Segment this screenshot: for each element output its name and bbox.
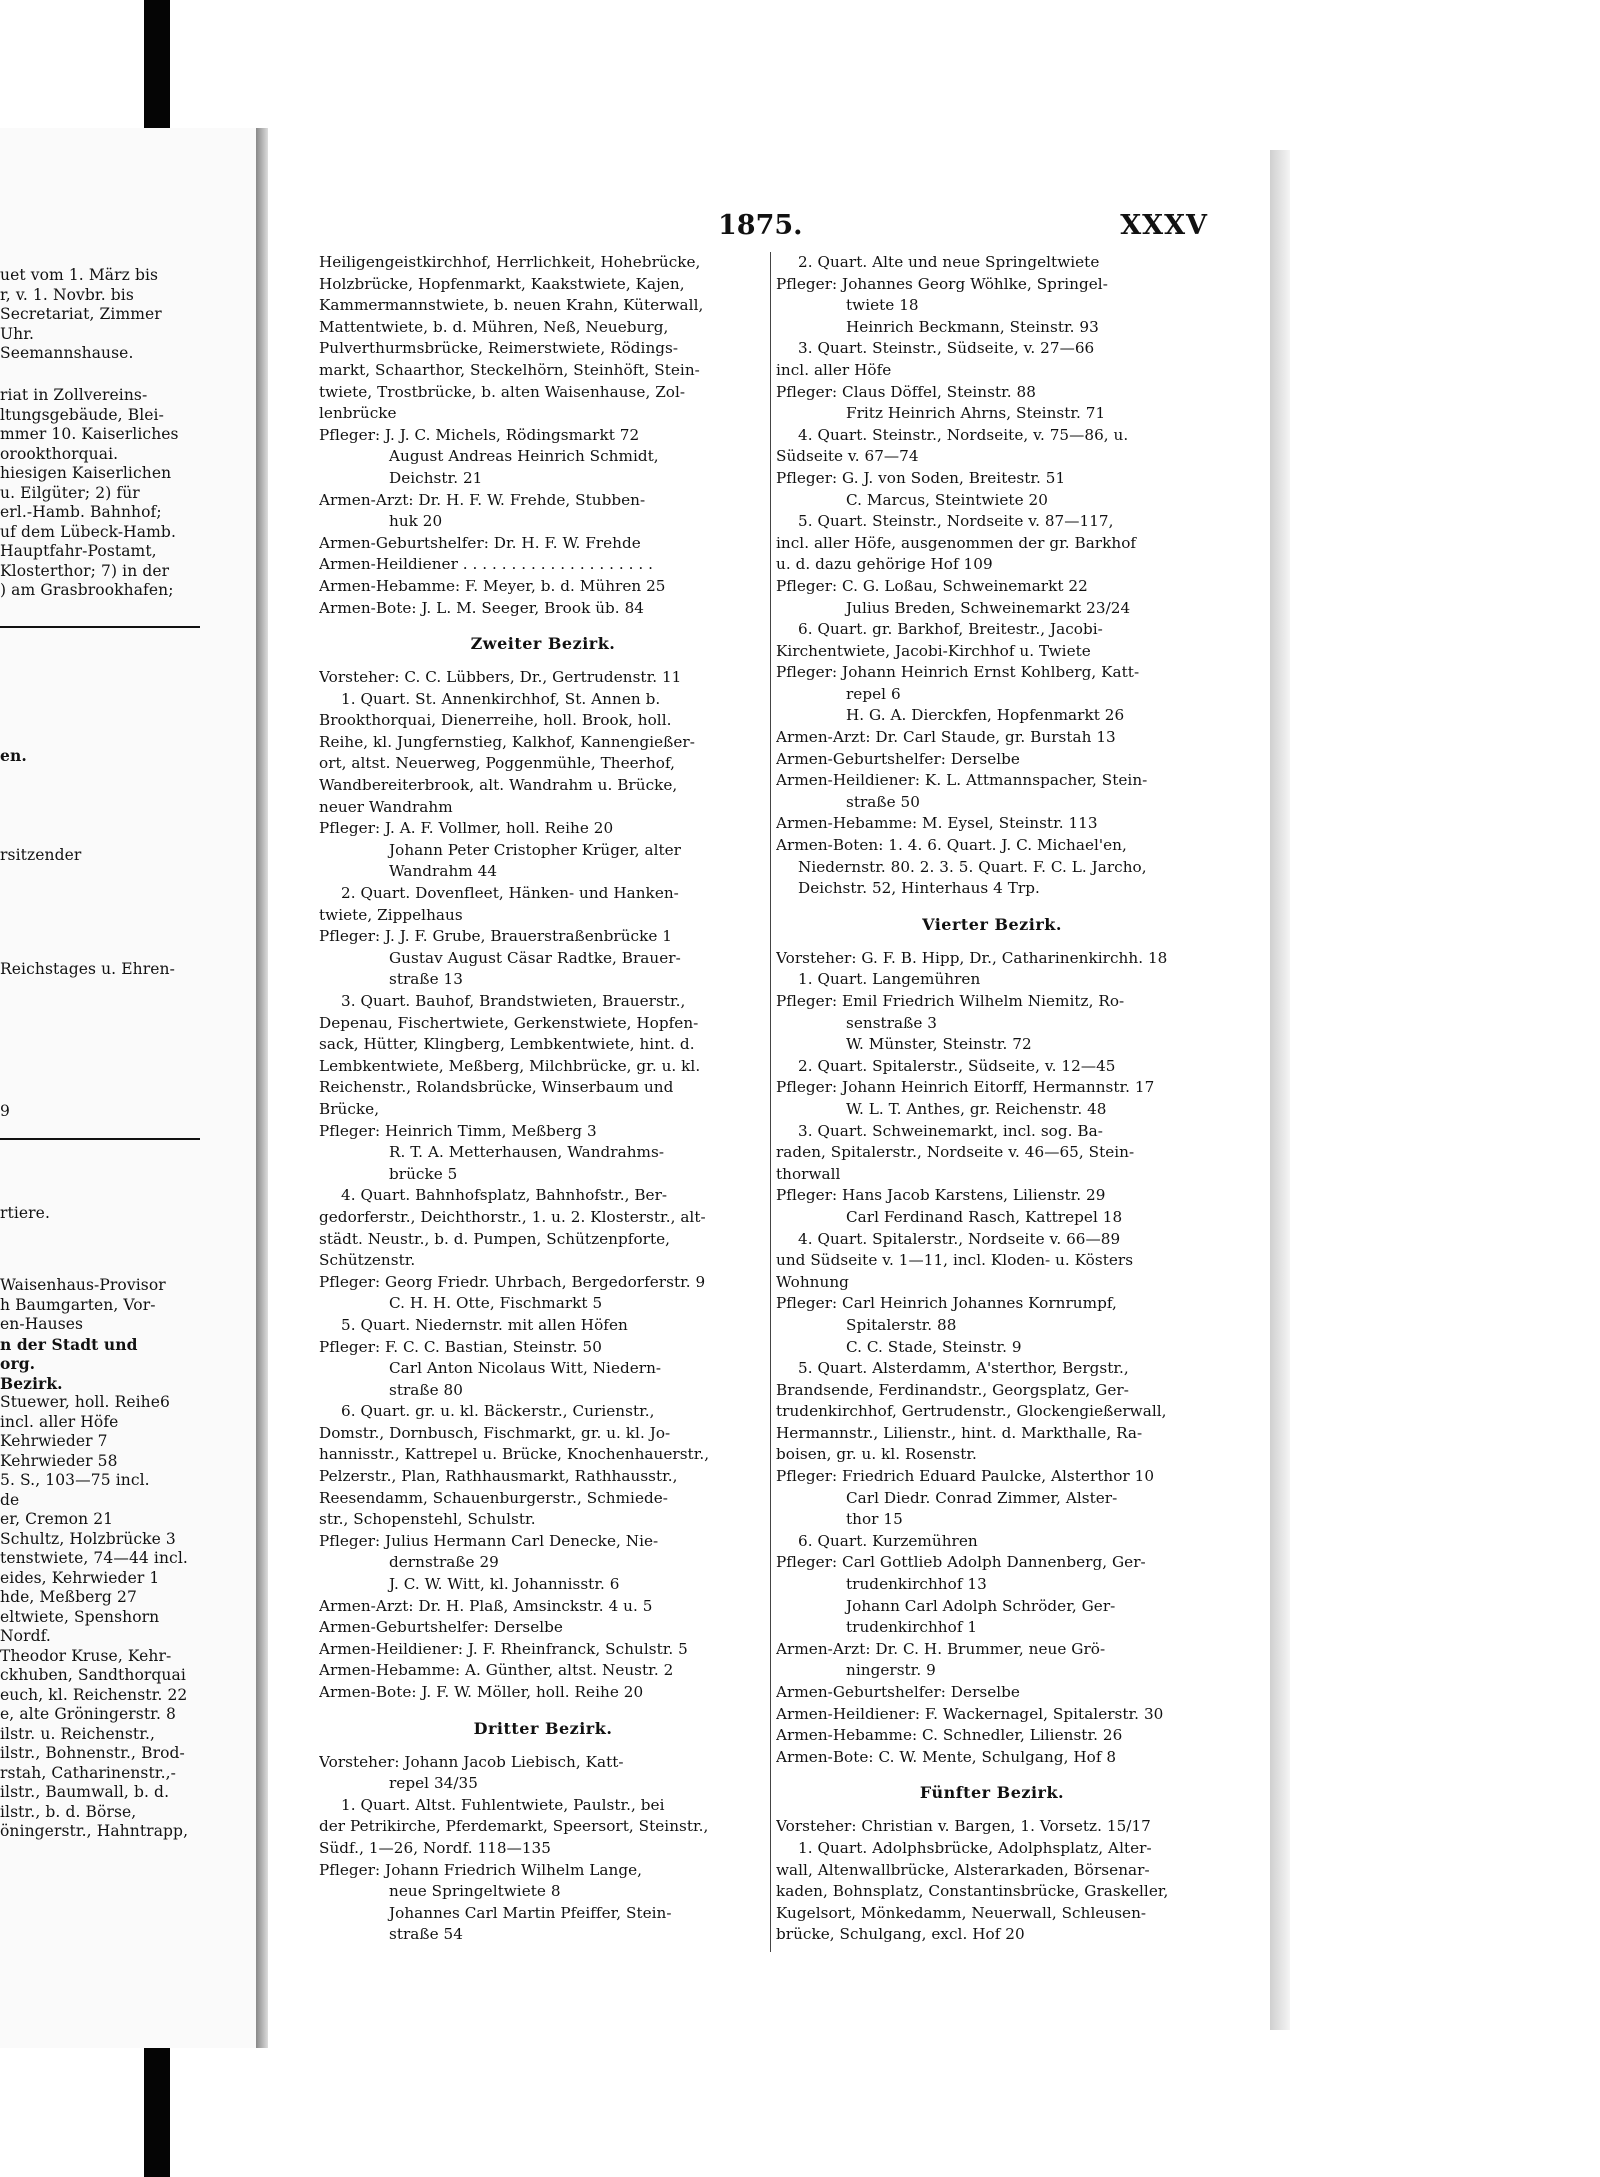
left-fragment-block-4 [0, 846, 81, 866]
left-fragment-line: ckhuben, Sandthorquai [0, 1666, 186, 1684]
text-line: senstraße 3 [846, 1013, 937, 1032]
left-fragment-line: Reichstages u. Ehren- [0, 960, 175, 978]
text-line: hannisstr., Kattrepel u. Brücke, Knochenhauerstr., [319, 1445, 710, 1464]
text-line: Domstr., Dornbusch, Fischmarkt, gr. u. kl. Jo- [319, 1423, 671, 1442]
text-line: C. Marcus, Steintwiete 20 [846, 490, 1048, 509]
text-line: Schützenstr. [319, 1251, 416, 1270]
text-line: Pfleger: Johann Heinrich Eitorff, Hermannstr. 17 [776, 1078, 1155, 1097]
left-fragment-line: ilstr., b. d. Börse, [0, 1802, 137, 1821]
text-line: Mattentwiete, b. d. Mühren, Neß, Neueburg, [319, 317, 669, 336]
left-fragment-line: eides, Kehrwieder 1 [0, 1568, 160, 1587]
left-fragment-line: ) am Grasbrookhafen; [0, 581, 174, 599]
text-line: Pfleger: G. J. von Soden, Breitestr. 51 [776, 468, 1066, 487]
text-line: Kugelsort, Mönkedamm, Neuerwall, Schleusen- [776, 1903, 1147, 1922]
text-line: Kirchentwiete, Jacobi-Kirchhof u. Twiete [776, 641, 1091, 660]
text-line: Reesendamm, Schauenburgerstr., Schmiede- [319, 1488, 668, 1507]
text-line: straße 13 [389, 970, 463, 989]
text-line: Pfleger: Friedrich Eduard Paulcke, Alsterthor 10 [776, 1467, 1155, 1486]
text-line: 2. Quart. Dovenfleet, Hänken- und Hanken- [341, 884, 679, 903]
left-fragment-line: ilstr., Bohnenstr., Brod- [0, 1744, 185, 1762]
text-line: ningerstr. 9 [846, 1661, 936, 1680]
text-line: Johannes Carl Martin Pfeiffer, Stein- [389, 1903, 672, 1922]
left-fragment-block-7 [0, 1204, 50, 1224]
text-line: J. C. W. Witt, kl. Johannisstr. 6 [389, 1575, 620, 1594]
text-line: Armen-Bote: J. F. W. Möller, holl. Reihe 20 [319, 1683, 644, 1701]
text-line: Brücke, [319, 1099, 380, 1118]
text-line: Pfleger: Carl Gottlieb Adolph Dannenberg, Ger- [776, 1553, 1146, 1572]
text-line: Vorsteher: C. C. Lübbers, Dr., Gertrudenstr. 11 [319, 668, 682, 687]
text-line: Armen-Bote: J. L. M. Seeger, Brook üb. 84 [319, 598, 644, 617]
left-fragment-line: en. [0, 746, 27, 765]
left-fragment-block-2 [0, 386, 179, 601]
text-line: 5. Quart. Steinstr., Nordseite v. 87—117, [798, 512, 1114, 531]
text-line: lenbrücke [319, 404, 397, 423]
left-fragment-line: Secretariat, Zimmer [0, 305, 162, 323]
text-line: u. d. dazu gehörige Hof 109 [776, 555, 993, 574]
text-line: 4. Quart. Bahnhofsplatz, Bahnhofstr., Ber- [341, 1186, 668, 1205]
text-line: Depenau, Fischertwiete, Gerkenstwiete, Hopfen- [319, 1013, 699, 1032]
text-line: Pfleger: J. A. F. Vollmer, holl. Reihe 20 [319, 819, 614, 838]
left-fragment-block-8 [0, 1276, 188, 1842]
district-heading: Vierter Bezirk. [922, 914, 1062, 934]
text-line: twiete, Zippelhaus [319, 905, 463, 924]
left-fragment-line: hiesigen Kaiserlichen [0, 464, 172, 482]
text-line: thorwall [776, 1164, 841, 1183]
text-line: R. T. A. Metterhausen, Wandrahms- [389, 1143, 665, 1162]
text-line: repel 34/35 [389, 1774, 478, 1793]
text-line: Pulverthurmsbrücke, Reimerstwiete, Rödings- [319, 339, 679, 358]
district-heading: Zweiter Bezirk. [470, 634, 616, 654]
text-line: Pelzerstr., Plan, Rathhausmarkt, Rathhausstr., [319, 1467, 678, 1486]
text-line: Holzbrücke, Hopfenmarkt, Kaakstwiete, Kajen, [319, 274, 685, 293]
text-line: Pfleger: Johann Heinrich Ernst Kohlberg, Katt- [776, 663, 1140, 682]
left-fragment-line: uf dem Lübeck-Hamb. [0, 522, 176, 541]
text-line: Armen-Arzt: Dr. Carl Staude, gr. Burstah 13 [776, 728, 1116, 747]
text-line: incl. aller Höfe, ausgenommen der gr. Barkhof [776, 533, 1137, 552]
left-fragment-rule-2 [0, 1138, 200, 1140]
text-line: Vorsteher: Christian v. Bargen, 1. Vorsetz. 15/17 [776, 1817, 1151, 1836]
left-fragment-line: rtiere. [0, 1204, 50, 1222]
text-line: Heinrich Beckmann, Steinstr. 93 [846, 317, 1099, 336]
text-line: straße 50 [846, 792, 920, 811]
text-line: Wandbereiterbrook, alt. Wandrahm u. Brücke, [319, 776, 678, 795]
text-line: C. H. H. Otte, Fischmarkt 5 [389, 1294, 603, 1313]
left-fragment-line: euch, kl. Reichenstr. 22 [0, 1685, 188, 1704]
left-fragment-line: en-Hauses [0, 1315, 84, 1333]
text-line: Kammermannstwiete, b. neuen Krahn, Küterwall, [319, 296, 704, 315]
left-fragment-line: ilstr. u. Reichenstr., [0, 1724, 156, 1743]
text-line: August Andreas Heinrich Schmidt, [389, 447, 659, 466]
text-line: str., Schopenstehl, Schulstr. [319, 1510, 536, 1529]
left-fragment-line: riat in Zollvereins- [0, 386, 148, 404]
text-line: Pfleger: Georg Friedr. Uhrbach, Bergedorferstr. 9 [319, 1272, 706, 1291]
left-text-column [319, 252, 767, 1946]
text-line: markt, Schaarthor, Steckelhörn, Steinhöft, Stein- [319, 360, 700, 379]
text-line: Carl Ferdinand Rasch, Kattrepel 18 [846, 1207, 1123, 1226]
left-fragment-line: ltungsgebäude, Blei- [0, 405, 164, 424]
text-line: Johann Carl Adolph Schröder, Ger- [846, 1596, 1116, 1615]
left-fragment-line: hde, Meßberg 27 [0, 1588, 137, 1606]
text-line: Pfleger: Hans Jacob Karstens, Lilienstr. 29 [776, 1186, 1106, 1205]
left-fragment-line: 5. S., 103—75 incl. [0, 1471, 150, 1489]
page-header [268, 210, 1208, 240]
text-line: 5. Quart. Alsterdamm, A'sterthor, Bergstr., [798, 1359, 1129, 1378]
left-fragment-line: mmer 10. Kaiserliches [0, 425, 179, 443]
left-fragment-line: 9 [0, 1102, 10, 1120]
text-line: Armen-Geburtshelfer: Derselbe [776, 1683, 1020, 1701]
left-fragment-line: öningerstr., Hahntrapp, [0, 1822, 189, 1840]
text-line: 6. Quart. Kurzemühren [798, 1531, 978, 1550]
text-line: dernstraße 29 [389, 1553, 499, 1572]
text-line: H. G. A. Dierckfen, Hopfenmarkt 26 [846, 706, 1125, 725]
text-line: Fritz Heinrich Ahrns, Steinstr. 71 [846, 404, 1106, 423]
text-line: Armen-Boten: 1. 4. 6. Quart. J. C. Michael'en, [776, 836, 1127, 855]
text-line: Johann Peter Cristopher Krüger, alter [389, 840, 681, 859]
text-line: der Petrikirche, Pferdemarkt, Speersort, Steinstr., [319, 1817, 709, 1836]
text-line: ort, altst. Neuerweg, Poggenmühle, Theerhof, [319, 754, 676, 773]
text-line: Gustav August Cäsar Radtke, Brauer- [389, 948, 681, 967]
text-line: Armen-Heildiener: J. F. Rheinfranck, Schulstr. 5 [319, 1639, 688, 1658]
text-line: Armen-Hebamme: A. Günther, altst. Neustr. 2 [319, 1661, 674, 1680]
text-line: neue Springeltwiete 8 [389, 1882, 561, 1901]
text-line: Pfleger: J. J. C. Michels, Rödingsmarkt 72 [319, 425, 640, 444]
text-line: Brandsende, Ferdinandstr., Georgsplatz, Ger- [776, 1380, 1129, 1399]
text-line: wall, Altenwallbrücke, Alsterarkaden, Börsenar- [776, 1860, 1150, 1879]
text-line: Brookthorquai, Dienerreihe, holl. Brook, holl. [319, 711, 672, 730]
left-fragment-line: erl.-Hamb. Bahnhof; [0, 503, 162, 521]
text-line: Vorsteher: Johann Jacob Liebisch, Katt- [319, 1752, 624, 1771]
text-line: städt. Neustr., b. d. Pumpen, Schützenpforte, [319, 1229, 671, 1248]
text-line: Deichstr. 21 [389, 468, 483, 487]
text-line: Hermannstr., Lilienstr., hint. d. Markthalle, Ra- [776, 1423, 1143, 1442]
text-line: Armen-Heildiener . . . . . . . . . . . . . . . . . . . . [319, 555, 653, 574]
left-fragment-block-6 [0, 1102, 10, 1122]
text-line: 3. Quart. Steinstr., Südseite, v. 27—66 [798, 339, 1095, 358]
left-fragment-line: Kehrwieder 58 [0, 1451, 118, 1470]
text-line: Heiligengeistkirchhof, Herrlichkeit, Hohebrücke, [319, 253, 701, 271]
text-line: Armen-Hebamme: F. Meyer, b. d. Mühren 25 [319, 576, 666, 595]
text-line: Pfleger: Carl Heinrich Johannes Kornrumpf, [776, 1294, 1117, 1313]
text-line: repel 6 [846, 684, 901, 703]
text-line: Wohnung [776, 1272, 849, 1291]
text-line: 1. Quart. St. Annenkirchhof, St. Annen b. [341, 689, 661, 708]
text-line: boisen, gr. u. kl. Rosenstr. [776, 1445, 977, 1464]
text-line: Lembkentwiete, Meßberg, Milchbrücke, gr. u. kl. [319, 1056, 701, 1075]
text-line: Pfleger: Johann Friedrich Wilhelm Lange, [319, 1860, 643, 1879]
left-fragment-line: orookthorquai. [0, 444, 119, 463]
left-fragment-line: er, Cremon 21 [0, 1510, 114, 1528]
text-line: Deichstr. 52, Hinterhaus 4 Trp. [798, 879, 1040, 898]
text-line: Südf., 1—26, Nordf. 118—135 [319, 1838, 551, 1857]
text-line: brücke 5 [389, 1164, 458, 1183]
left-fragment-line: Bezirk. [0, 1373, 63, 1393]
left-fragment-line: rsitzender [0, 846, 82, 864]
left-fragment-line: Uhr. [0, 324, 35, 343]
left-fragment-line: rstah, Catharinenstr.,- [0, 1763, 177, 1782]
text-line: straße 80 [389, 1380, 463, 1399]
district-heading: Fünfter Bezirk. [919, 1783, 1065, 1803]
text-line: Carl Diedr. Conrad Zimmer, Alster- [846, 1488, 1118, 1507]
text-line: Vorsteher: G. F. B. Hipp, Dr., Catharinenkirchh. 18 [776, 948, 1168, 967]
left-fragment-line: Waisenhaus-Provisor [0, 1276, 166, 1294]
text-line: 1. Quart. Altst. Fuhlentwiete, Paulstr., bei [341, 1795, 665, 1814]
text-line: 2. Quart. Spitalerstr., Südseite, v. 12—45 [798, 1056, 1116, 1075]
text-line: 1. Quart. Langemühren [798, 970, 981, 989]
text-line: Armen-Heildiener: F. Wackernagel, Spitalerstr. 30 [776, 1704, 1164, 1723]
text-line: Pfleger: Johannes Georg Wöhlke, Springel- [776, 274, 1108, 293]
text-line: Armen-Geburtshelfer: Derselbe [319, 1618, 563, 1637]
text-line: Südseite v. 67—74 [776, 447, 919, 466]
text-line: straße 54 [389, 1925, 463, 1944]
text-line: Armen-Arzt: Dr. H. Plaß, Amsinckstr. 4 u. 5 [319, 1596, 653, 1615]
left-fragment-line: Hauptfahr-Postamt, [0, 542, 157, 560]
text-line: raden, Spitalerstr., Nordseite v. 46—65, Stein- [776, 1143, 1135, 1162]
text-line: W. L. T. Anthes, gr. Reichenstr. 48 [846, 1099, 1107, 1118]
text-line: und Südseite v. 1—11, incl. Kloden- u. Kösters [776, 1251, 1134, 1270]
text-line: brücke, Schulgang, excl. Hof 20 [776, 1925, 1025, 1944]
page-edge-shadow [1270, 150, 1290, 2030]
left-fragment-line: Kehrwieder 7 [0, 1432, 108, 1450]
text-line: Armen-Bote: C. W. Mente, Schulgang, Hof 8 [776, 1747, 1117, 1766]
left-fragment-line: r, v. 1. Novbr. bis [0, 285, 134, 304]
text-line: 4. Quart. Steinstr., Nordseite, v. 75—86, u. [798, 425, 1129, 444]
text-line: 4. Quart. Spitalerstr., Nordseite v. 66—89 [798, 1229, 1121, 1248]
text-line: Pfleger: Claus Döffel, Steinstr. 88 [776, 382, 1036, 401]
text-line: Pfleger: J. J. F. Grube, Brauerstraßenbrücke 1 [319, 927, 672, 946]
left-fragment-rule-1 [0, 626, 200, 628]
text-line: Reichenstr., Rolandsbrücke, Winserbaum und [319, 1078, 674, 1097]
text-line: kaden, Bohnsplatz, Constantinsbrücke, Graskeller, [776, 1882, 1169, 1901]
text-line: twiete, Trostbrücke, b. alten Waisenhause, Zol- [319, 382, 686, 401]
text-line: Pfleger: F. C. C. Bastian, Steinstr. 50 [319, 1337, 602, 1356]
left-fragment-line: tenstwiete, 74—44 incl. [0, 1549, 188, 1567]
text-line: Armen-Arzt: Dr. H. F. W. Frehde, Stubben- [319, 490, 646, 509]
page-number: XXXV [1120, 210, 1208, 241]
text-line: 5. Quart. Niedernstr. mit allen Höfen [341, 1315, 628, 1334]
text-line: Wandrahm 44 [389, 862, 498, 881]
text-line: 3. Quart. Schweinemarkt, incl. sog. Ba- [798, 1121, 1103, 1140]
text-line: Spitalerstr. 88 [846, 1315, 957, 1334]
text-line: trudenkirchhof 1 [846, 1618, 978, 1637]
page-year: 1875. [718, 210, 803, 241]
left-fragment-block-3 [0, 746, 27, 766]
text-line: 6. Quart. gr. u. kl. Bäckerstr., Curienstr., [341, 1402, 655, 1421]
left-fragment-line: ilstr., Baumwall, b. d. [0, 1783, 170, 1801]
text-line: Niedernstr. 80. 2. 3. 5. Quart. F. C. L. Jarcho, [798, 857, 1147, 876]
text-line: gedorferstr., Deichthorstr., 1. u. 2. Klosterstr., alt- [319, 1207, 706, 1226]
left-fragment-line: h Baumgarten, Vor- [0, 1295, 156, 1314]
text-line: 1. Quart. Adolphsbrücke, Adolphsplatz, Alter- [798, 1838, 1152, 1857]
right-text-column [776, 252, 1208, 1946]
text-line: Armen-Hebamme: M. Eysel, Steinstr. 113 [776, 814, 1098, 833]
left-fragment-line: org. [0, 1354, 36, 1373]
left-fragment-line: Seemannshause. [0, 344, 134, 362]
left-fragment-line: incl. aller Höfe [0, 1412, 119, 1431]
text-line: Julius Breden, Schweinemarkt 23/24 [846, 598, 1131, 617]
text-line: Pfleger: Emil Friedrich Wilhelm Niemitz, Ro- [776, 992, 1125, 1010]
text-line: Armen-Heildiener: K. L. Attmannspacher, Stein- [776, 771, 1148, 790]
text-line: Armen-Hebamme: C. Schnedler, Lilienstr. 26 [776, 1726, 1123, 1745]
text-line: Pfleger: Julius Hermann Carl Denecke, Nie- [319, 1531, 659, 1550]
text-line: sack, Hütter, Klingberg, Lembkentwiete, hint. d. [319, 1035, 695, 1054]
left-fragment-line: uet vom 1. März bis [0, 266, 159, 284]
left-fragment-line: n der Stadt und [0, 1334, 138, 1354]
district-heading: Dritter Bezirk. [473, 1718, 613, 1738]
left-fragment-block-1 [0, 266, 162, 364]
left-page-fragment [0, 128, 256, 2048]
page-gutter [256, 128, 268, 2048]
left-fragment-line: Schultz, Holzbrücke 3 [0, 1529, 176, 1548]
column-divider [770, 252, 771, 1952]
left-fragment-line: Klosterthor; 7) in der [0, 561, 170, 580]
left-fragment-line: u. Eilgüter; 2) für [0, 483, 140, 502]
text-line: Pfleger: Heinrich Timm, Meßberg 3 [319, 1121, 597, 1140]
text-line: Armen-Geburtshelfer: Derselbe [776, 749, 1020, 768]
text-line: trudenkirchhof, Gertrudenstr., Glockengießerwall, [776, 1402, 1167, 1421]
left-fragment-line: de [0, 1490, 20, 1509]
text-line: Pfleger: C. G. Loßau, Schweinemarkt 22 [776, 576, 1088, 595]
text-line: 2. Quart. Alte und neue Springeltwiete [798, 253, 1100, 271]
left-fragment-line: e, alte Gröningerstr. 8 [0, 1705, 177, 1723]
text-line: huk 20 [389, 512, 443, 531]
left-fragment-block-5 [0, 960, 175, 980]
text-line: trudenkirchhof 13 [846, 1575, 987, 1594]
text-line: Armen-Geburtshelfer: Dr. H. F. W. Frehde [319, 533, 641, 552]
text-line: thor 15 [846, 1510, 903, 1529]
text-line: 6. Quart. gr. Barkhof, Breitestr., Jacobi- [798, 620, 1103, 639]
text-line: incl. aller Höfe [776, 360, 892, 379]
text-line: twiete 18 [846, 296, 919, 315]
text-line: neuer Wandrahm [319, 797, 453, 816]
right-page [268, 150, 1270, 2070]
left-fragment-line: Theodor Kruse, Kehr- [0, 1646, 172, 1665]
text-line: C. C. Stade, Steinstr. 9 [846, 1337, 1022, 1356]
text-line: Carl Anton Nicolaus Witt, Niedern- [389, 1359, 662, 1378]
text-line: W. Münster, Steinstr. 72 [846, 1035, 1032, 1054]
left-fragment-line: eltwiete, Spenshorn [0, 1607, 160, 1626]
left-fragment-line: Stuewer, holl. Reihe6 [0, 1393, 171, 1411]
left-fragment-line: Nordf. [0, 1627, 51, 1645]
text-line: 3. Quart. Bauhof, Brandstwieten, Brauerstr., [341, 992, 686, 1010]
text-line: Reihe, kl. Jungfernstieg, Kalkhof, Kannengießer- [319, 732, 695, 751]
text-line: Armen-Arzt: Dr. C. H. Brummer, neue Grö- [776, 1639, 1106, 1658]
